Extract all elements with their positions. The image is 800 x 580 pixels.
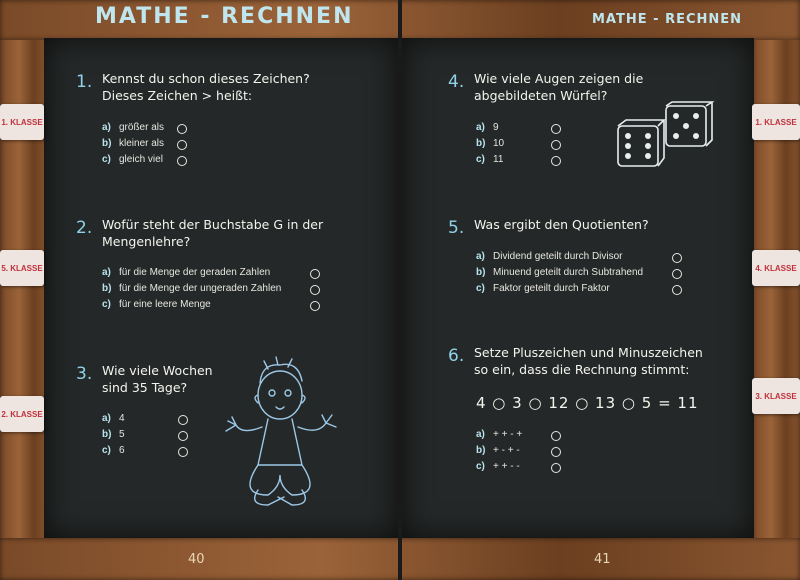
answer-circle[interactable] [310,285,320,295]
answer-circle[interactable] [672,253,682,263]
question-text: Wofür steht der Buchstabe G in der Mengenlehre? [102,217,324,249]
answer-option: c) 6 [102,445,125,456]
answer-circle[interactable] [177,156,187,166]
answer-circle[interactable] [551,447,561,457]
answer-option: b) für die Menge der ungeraden Zahlen [102,283,282,294]
question-number: 5. [448,218,465,238]
question-text: Wie viele Wochen sind 35 Tage? [102,363,213,395]
answer-option: a) 4 [102,413,125,424]
answer-option: c) + + - - [476,461,520,472]
sitting-boy-illustration [218,355,358,525]
tab-klasse-right-3[interactable]: 3. KLASSE [752,378,800,414]
answer-circle[interactable] [672,269,682,279]
answer-option: c) Faktor geteilt durch Faktor [476,283,610,294]
answer-circle[interactable] [310,301,320,311]
answer-option: a) größer als [102,122,165,133]
answer-option: a) für die Menge der geraden Zahlen [102,267,271,278]
answer-option: b) 10 [476,138,505,149]
tab-klasse-left-1[interactable]: 1. KLASSE [0,104,44,140]
answer-circle[interactable] [178,431,188,441]
left-wood-frame [0,0,48,580]
answer-option: c) für eine leere Menge [102,299,211,310]
question-text: Kennst du schon dieses Zeichen? Dieses Zeichen > heißt: [102,71,310,103]
question-text: Was ergibt den Quotienten? [474,217,649,232]
answer-option: b) 5 [102,429,125,440]
answer-circle[interactable] [551,156,561,166]
answer-circle[interactable] [310,269,320,279]
question-number: 2. [76,218,93,238]
dice-illustration [612,100,722,180]
answer-circle[interactable] [551,463,561,473]
answer-option: b) Minuend geteilt durch Subtrahend [476,267,644,278]
question-number: 4. [448,72,465,92]
page-number-left: 40 [188,552,205,567]
answer-circle[interactable] [672,285,682,295]
answer-option: a) 9 [476,122,499,133]
tab-klasse-left-2[interactable]: 2. KLASSE [0,396,44,432]
question-number: 1. [76,72,93,92]
answer-circle[interactable] [551,431,561,441]
page-number-right: 41 [594,552,611,567]
tab-klasse-left-5[interactable]: 5. KLASSE [0,250,44,286]
answer-option: a) Dividend geteilt durch Divisor [476,251,623,262]
answer-option: a) + + - + [476,429,523,440]
tab-klasse-right-1[interactable]: 1. KLASSE [752,104,800,140]
question-text: Setze Pluszeichen und Minuszeichen so ein, dass die Rechnung stimmt: [474,345,703,377]
right-wood-frame [752,0,800,580]
answer-option: c) 11 [476,154,504,165]
answer-circle[interactable] [551,140,561,150]
page-title-right: MATHE - RECHNEN [592,12,743,27]
answer-circle[interactable] [177,124,187,134]
tab-klasse-right-4[interactable]: 4. KLASSE [752,250,800,286]
answer-circle[interactable] [551,124,561,134]
answer-circle[interactable] [178,447,188,457]
answer-circle[interactable] [178,415,188,425]
answer-circle[interactable] [177,140,187,150]
question-number: 6. [448,346,465,366]
equation: 4 ○ 3 ○ 12 ○ 13 ○ 5 = 11 [476,394,699,412]
page-title-left: MATHE - RECHNEN [95,4,354,29]
book-spine [398,0,402,580]
answer-option: c) gleich viel [102,154,163,165]
question-number: 3. [76,364,93,384]
answer-option: b) + - + - [476,445,520,456]
question-text: Wie viele Augen zeigen die abgebildeten Würfel? [474,71,644,103]
answer-option: b) kleiner als [102,138,165,149]
